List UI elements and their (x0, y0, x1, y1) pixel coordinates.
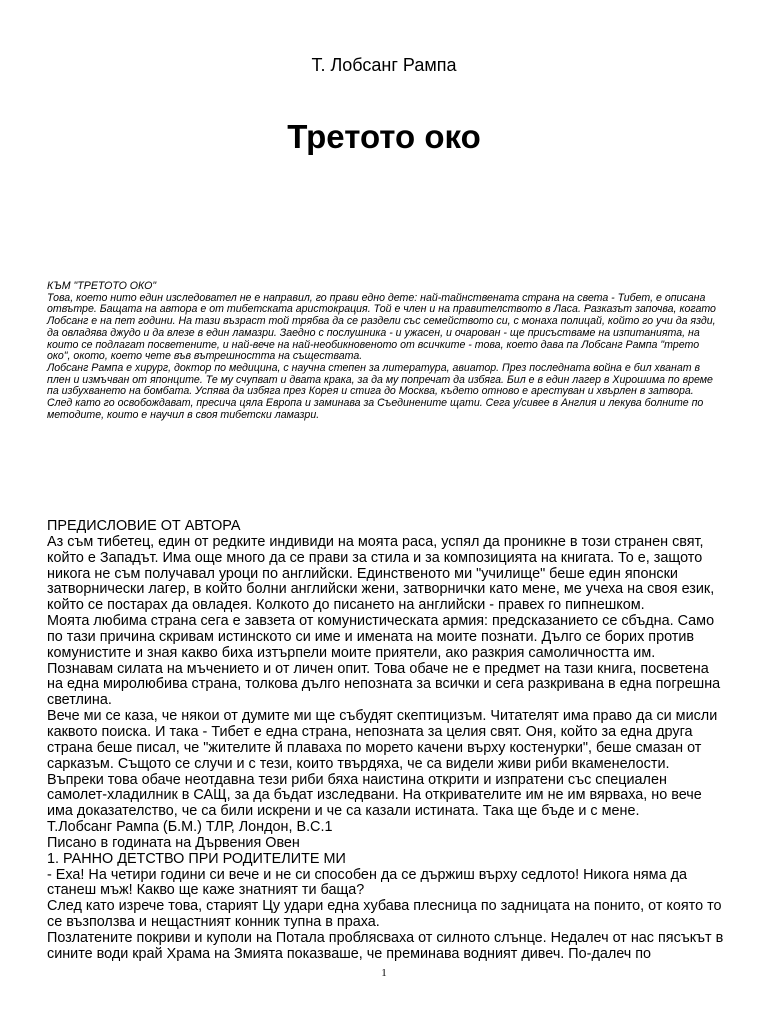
body-paragraph: Аз съм тибетец, един от редките индивиди на моята раса, успял да проникне в този странен свят, който е Западът. Има още много да се прави за стила и за композицията на книгата. То е, защото никога не съм получавал уроци по английски. Единственото ми "училище" беше един японски затворнически лагер, в който болни английски жени, затворнички като мене, ме учеха на своя език, който се постарах да овладея. Колкото до писането на английски - правех го пипнешком. (47, 533, 715, 614)
chapter-heading: 1. РАННО ДЕТСТВО ПРИ РОДИТЕЛИТЕ МИ (47, 850, 346, 867)
book-title: Третото око (287, 118, 481, 155)
signature-line: Т.Лобсанг Рампа (Б.М.) ТЛР, Лондон, В.С.1 (47, 819, 333, 836)
blurb-section (47, 281, 719, 421)
blurb-paragraph: Това, което нито един изследовател не е направил, го прави едно дете: най-тайнствената страна на света - Тибет, е описана отвътре. Бащата на автора е от тибетската аристокрация. Той е член и на правителството в Ласа. Разказът започва, когато Лобсанг е на пет години. На тази възраст той трябва да се раздели със семейството си, с монаха полицай, който го учи да язди, да овладява джудо и да влезе в един ламазри. Заедно с послушника - и ужасен, и очарован - ще присъстваме на изпитанията, на които се подлагат посветените, и най-вече на най-необикновеното от всичките - това, което дава па Лобсанг Рампа "трето око", окото, което чете във вътрешността на съществата. (47, 291, 716, 363)
blurb-paragraph: Лобсанг Рампа е хирург, доктор по медицина, с научна степен за литература, авиатор. През последната война е бил хванат в плен и измъчван от японците. Те му счупват и двата крака, за да му попречат да избяга. Бил е в един лагер в Хирошима по време па избухването на бомбата. Успява да избяга през Корея и стига до Москва, където отново е арестуван и хвърлен в затвора. След като го освобождават, пресича цяла Европа и заминава за Съединените щати. Сега у/сивее в Англия и лекува болните по методите, които е научил в своя тибетски ламазри. (47, 361, 713, 421)
body-paragraph: Вече ми се каза, че някои от думите ми ще събудят скептицизъм. Читателят има право да си мисли каквото поиска. И така - Тибет е една страна, непозната за целия свят. Оня, който за една друга страна беше писал, че "жителите й плаваха по морето качени върху костенурки", беше смазан от сарказъм. Същото се случи и с тези, които твърдяха, че са видели живи риби вкаменелости. Въпреки това обаче неотдавна тези риби бяха наистина открити и изпратени със специален самолет-хладилник в САЩ, за да бъдат изследвани. На откривателите им не им вярваха, но вече има доказателство, че са били искрени и че са казали истината. Така ще бъде и с мене. (47, 708, 718, 820)
blurb-heading: КЪМ "ТРЕТОТО ОКО" (47, 280, 157, 292)
date-line: Писано в годината на Дървения Овен (47, 834, 300, 851)
body-paragraph: Моята любима страна сега е завзета от комунистическата армия: предсказанието се сбъдна. Само по тази причина скривам истинското си име и имената на моите познати. Дълго се борих против комунистите и зная какво биха изтърпели моите приятели, ако разкрия самоличността им. (47, 613, 715, 661)
body-paragraph: - Еха! На четири години си вече и не си способен да се държиш върху седлото! Никога няма да станеш мъж! Какво ще каже знатният ти баща? (47, 866, 687, 899)
preface-heading: ПРЕДИСЛОВИЕ ОТ АВТОРА (47, 518, 241, 534)
main-text (47, 519, 727, 963)
body-paragraph: Познавам силата на мъчението и от личен опит. Това обаче не е предмет на тази книга, посветена на една миролюбива страна, толкова дълго непозната за всички и сега разкривана в една погрешна светлина. (47, 660, 721, 709)
body-paragraph: Позлатените покриви и куполи на Потала проблясваха от силното слънце. Недалеч от нас пясъкът в сините води край Храма на Змията показваше, че преминава водният дивеч. По-далеч по (47, 929, 724, 962)
author-name: Т. Лобсанг Рампа (311, 55, 457, 75)
body-paragraph: След като изрече това, старият Цу удари една хубава плесница по задницата на понито, от която то се възползва и нещастният конник тупна в праха. (47, 898, 722, 931)
page-number: 1 (381, 967, 387, 979)
